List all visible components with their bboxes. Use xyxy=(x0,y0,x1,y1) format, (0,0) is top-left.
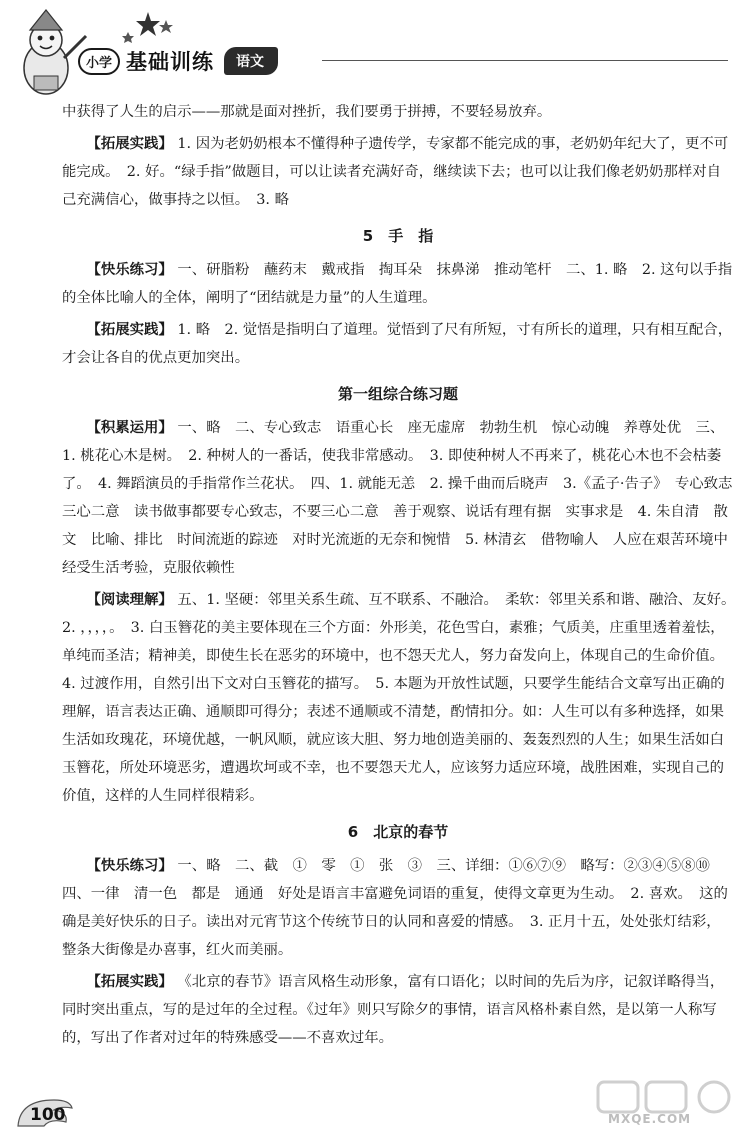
series-title: 基础训练 xyxy=(126,50,215,74)
answer-paragraph xyxy=(62,316,734,372)
section-title: 5 手 指 xyxy=(362,227,434,245)
answer-paragraph xyxy=(62,98,734,126)
answer-paragraph xyxy=(62,414,747,582)
section-label: 【阅读理解】 xyxy=(86,592,173,608)
page-number-badge xyxy=(14,1096,74,1130)
answer-paragraph xyxy=(62,968,734,1052)
section-label: 【拓展实践】 xyxy=(86,974,173,990)
section-label: 【快乐练习】 xyxy=(86,858,173,874)
page-number: 100 xyxy=(30,1105,66,1125)
answer-text: 一、研脂粉 蘸药末 戴戒指 掏耳朵 抹鼻涕 推动笔杆 二、1. 略 2. 这句以手指的全体比喻人的全体，阐明了“团结就是力量”的人生道理。 xyxy=(62,262,733,306)
answer-paragraph xyxy=(62,852,734,964)
section-title: 第一组综合练习题 xyxy=(337,385,458,403)
header-rule xyxy=(322,60,728,61)
section-label: 【拓展实践】 xyxy=(86,322,173,338)
answer-text: 中获得了人生的启示——那就是面对挫折，我们要勇于拼搏，不要轻易放弃。 xyxy=(62,104,552,120)
answer-paragraph xyxy=(62,130,734,214)
section-label: 【拓展实践】 xyxy=(86,136,173,152)
section-label: 【快乐练习】 xyxy=(86,262,173,278)
section-title: 6 北京的春节 xyxy=(347,823,449,841)
watermark xyxy=(596,1078,746,1130)
answer-text: 1. 略 2. 觉悟是指明白了道理。觉悟到了尺有所短，寸有所长的道理，只有相互配合，才会让各自的优点更加突出。 xyxy=(62,322,733,366)
answer-text: 1. 因为老奶奶根本不懂得种子遗传学，专家都不能完成的事，老奶奶年纪大了，更不可能完成。 2. 好。“绿手指”做题目，可以让读者充满好奇，继续读下去；也可以让我们像老奶奶那样对自己充满信心，做事持之以恒。 3. 略 xyxy=(62,136,729,208)
answer-text: 五、1. 坚硬：邻里关系生疏、互不联系、不融洽。 柔软：邻里关系和谐、融洽、友好。 2. ，，，，。 3. 白玉簪花的美主要体现在三个方面：外形美，花色雪白，素雅；气质美，庄重里透着羞怯，单纯而圣洁；精神美，即使生长在恶劣的环境中，也不怨天尤人，努力奋发向上，体现自己的生命价值。 4. 过渡作用，自然引出下文对白玉簪花的描写。 5. 本题为开放性试题，只要学生能结合文章写出正确的理解，语言表达正确、通顺即可得分；表述不通顺或不清楚，酌情扣分。如：人生可以有多种选择，如果生活如玫瑰花，环境优越，一帆风顺，就应该大胆、努力地创造美丽的、轰轰烈烈的人生；如果生活如白玉簪花，所处环境恶劣，遭遇坎坷或不幸，也不要怨天尤人，应该努力适应环境，战胜困难，实现自己的价值，这样的人生同样很精彩。 xyxy=(62,592,743,804)
answer-text: 《北京的春节》语言风格生动形象，富有口语化；以时间的先后为序，记叙详略得当，同时突出重点，写的是过年的全过程。《过年》则只写除夕的事情，语言风格朴素自然，是以第一人称写的，写出了作者对过年的特殊感受——不喜欢过年。 xyxy=(62,974,725,1046)
subject-tag: 语文 xyxy=(224,47,278,75)
answer-text: 一、略 二、截 ① 零 ① 张 ③ 三、详细：①⑥⑦⑨ 略写：②③④⑤⑧⑩ 四、一律 清一色 都是 通通 好处是语言丰富避免词语的重复，使得文章更为生动。 2. 喜欢。 这的确是美好快乐的日子。读出对元宵节这个传统节日的认同和喜爱的情感。 3. 正月十五，处处张灯结彩，整条大街像是办喜事，红火而美丽。 xyxy=(62,858,728,958)
answer-content xyxy=(62,98,747,1056)
answer-paragraph xyxy=(62,586,743,810)
page-header xyxy=(0,0,750,110)
watermark-text: MXQE.COM xyxy=(608,1112,692,1126)
section-label: 【积累运用】 xyxy=(86,420,173,436)
answer-paragraph xyxy=(62,256,734,312)
grade-tag: 小学 xyxy=(78,48,120,75)
series-banner xyxy=(78,42,278,80)
answer-text: 一、略 二、专心致志 语重心长 座无虚席 勃勃生机 惊心动魄 养尊处优 三、1. 桃花心木是树。 2. 种树人的一番话，使我非常感动。 3. 即使种树人不再来了，桃花心木也不会枯萎了。 4. 舞蹈演员的手指常作兰花状。 四、1. 就能无恙 2. 操千曲而后晓声 3.《孟子·告子》 专心致志 三心二意 读书做事都要专心致志，不要三心二意 善于观察、说话有理有据 实事求是 4. 朱自清 散文 比喻、排比 时间流逝的踪迹 对时光流逝的无奈和惋惜 5. 林清玄 借物喻人 人应在艰苦环境中经受生活考验，克服依赖性 xyxy=(62,420,747,576)
